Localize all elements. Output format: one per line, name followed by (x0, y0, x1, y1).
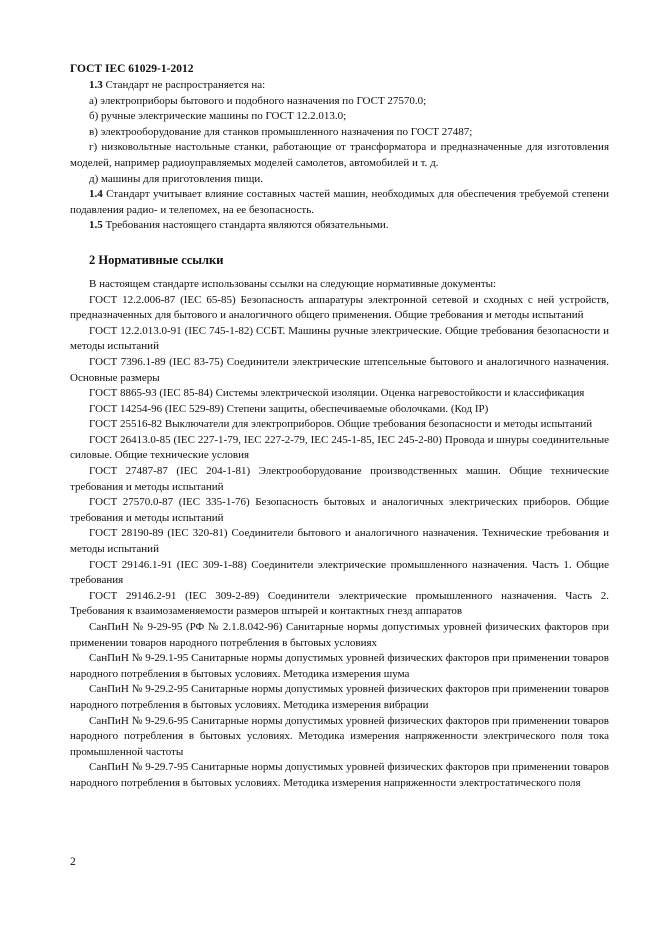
paragraph-text: Стандарт учитывает влияние составных частей машин, необходимых для обеспечения требуемой степени подавления радио- и телепомех, на ее безопасность. (70, 188, 610, 216)
clause-number: 1.3 (89, 79, 103, 91)
paragraph-text: в) электрооборудование для станков промышленного назначения по ГОСТ 27487; (89, 125, 473, 138)
scope-paragraph (70, 109, 609, 125)
reference-item: ГОСТ 27487-87 (IEC 204-1-81) Электрооборудование производственных машин. Общие технические требования и методы испытаний (70, 465, 609, 493)
reference-item: ГОСТ 26413.0-85 (IEC 227-1-79, IEC 227-2-79, IEC 245-1-85, IEC 245-2-80) Провода и шнуры соединительные силовые. Общие технические условия (70, 433, 609, 462)
reference-item: ГОСТ 29146.1-91 (IEC 309-1-88) Соединители электрические промышленного назначения. Часть 1. Общие требования (70, 558, 609, 587)
reference-item: ГОСТ 12.2.006-87 (IEC 65-85) Безопасность аппаратуры электронной сетевой и сходных с ней устройств, предназначенных для бытового и аналогичного общего применения. Общие требования и методы испытаний (70, 293, 609, 322)
reference-item: ГОСТ 27570.0-87 (IEC 335-1-76) Безопасность бытовых и аналогичных электрических приборов. Общие требования и методы испытаний (70, 496, 609, 524)
normative-references-list (70, 277, 609, 792)
paragraph-text: Требования настоящего стандарта являются обязательными. (105, 219, 389, 232)
clause-number: 1.4 (89, 188, 103, 201)
page-content (70, 62, 609, 792)
reference-item: ГОСТ 14254-96 (IEC 529-89) Степени защиты, обеспечиваемые оболочками. (Код IP) (89, 402, 489, 415)
references-intro: В настоящем стандарте использованы ссылки на следующие нормативные документы: (89, 277, 497, 290)
reference-item: СанПиН № 9-29-95 (РФ № 2.1.8.042-96) Санитарные нормы допустимых уровней физических факторов при применении товаров народного потребления в бытовых условиях (70, 621, 609, 649)
reference-item: ГОСТ 28190-89 (IEC 320-81) Соединители бытового и аналогичного назначения. Технические требования и методы испытаний (70, 527, 609, 556)
reference-item: ГОСТ 25516-82 Выключатели для электроприборов. Общие требования безопасности и методы испытаний (89, 418, 593, 431)
reference-item: СанПиН № 9-29.2-95 Санитарные нормы допустимых уровней физических факторов при применении товаров народного потребления в бытовых условиях. Методика измерения вибрации (70, 683, 609, 711)
reference-item: ГОСТ 12.2.013.0-91 (IEC 745-1-82) ССБТ. Машины ручные электрические. Общие требования безопасности и методы испытаний (70, 324, 609, 353)
scope-paragraph (70, 218, 609, 234)
scope-paragraph (70, 187, 609, 218)
scope-section (70, 78, 609, 234)
page-number: 2 (70, 856, 76, 868)
scope-paragraph (70, 140, 609, 171)
paragraph-text: Стандарт не распространяется на: (105, 79, 266, 91)
document-header: ГОСТ IEC 61029-1-2012 (70, 63, 194, 75)
section-title: 2 Нормативные ссылки (89, 252, 224, 267)
scope-paragraph (70, 94, 609, 110)
paragraph-text: б) ручные электрические машины по ГОСТ 12.2.013.0; (89, 110, 347, 123)
reference-item: ГОСТ 8865-93 (IEC 85-84) Системы электрической изоляции. Оценка нагревостойкости и классификация (89, 387, 585, 400)
reference-item: ГОСТ 29146.2-91 (IEC 309-2-89) Соединители электрические промышленного назначения. Часть 2. Требования к взаимозаменяемости размеров штырей и контактных гнезд аппаратов (70, 589, 609, 618)
paragraph-text: д) машины для приготовления пищи. (89, 172, 263, 185)
clause-number: 1.5 (89, 219, 103, 232)
reference-item: СанПиН № 9-29.6-95 Санитарные нормы допустимых уровней физических факторов при применении товаров народного потребления в бытовых условиях. Методика измерения напряженности электрического поля тока промышленной частоты (70, 714, 609, 758)
scope-paragraph (70, 125, 609, 141)
paragraph-text: г) низковольтные настольные станки, работающие от трансформатора и предназначенные для изготовления моделей, например радиоуправляемых моделей самолетов, автомобилей и т. д. (70, 141, 609, 169)
scope-paragraph (70, 172, 609, 188)
reference-item: СанПиН № 9-29.7-95 Санитарные нормы допустимых уровней физических факторов при применении товаров народного потребления в бытовых условиях. Методика измерения напряженности электростатического поля (70, 761, 609, 789)
scope-paragraph (70, 78, 609, 94)
reference-item: СанПиН № 9-29.1-95 Санитарные нормы допустимых уровней физических факторов при применении товаров народного потребления в бытовых условиях. Методика измерения шума (70, 652, 609, 680)
reference-item: ГОСТ 7396.1-89 (IEC 83-75) Соединители электрические штепсельные бытового и аналогичного назначения. Основные размеры (70, 355, 609, 384)
paragraph-text: а) электроприборы бытового и подобного назначения по ГОСТ 27570.0; (89, 94, 427, 107)
